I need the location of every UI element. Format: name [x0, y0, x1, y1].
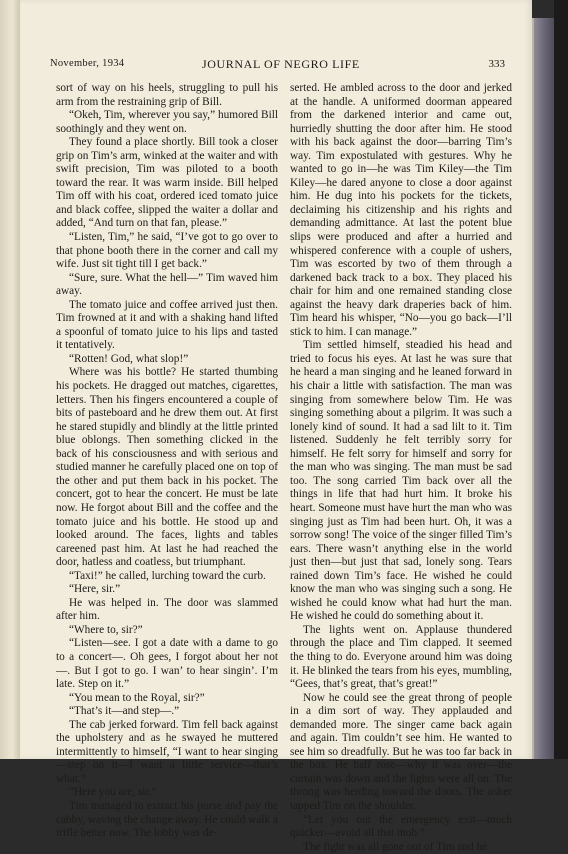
running-header — [50, 58, 505, 74]
paragraph: The fight was all gone out of Tim and he — [303, 840, 488, 853]
paragraph: “Here you are, sir.” — [69, 786, 157, 799]
book-spine-gutter — [0, 0, 20, 759]
paragraph: “Taxi!” he called, lurching toward the curb. — [69, 569, 266, 582]
paragraph: “Listen—see. I got a date with a dame to go to a concert—. Oh gees, I forgot about her not—. But I got to go. I wan’ to hear singin’. I’m late. Step on it.” — [56, 637, 278, 691]
paragraph: “Sure, sure. What the hell—” Tim waved him away. — [56, 271, 278, 298]
book-cover-edge — [532, 18, 556, 759]
paragraph: Tim settled himself, steadied his head and tried to focus his eyes. At last he was sure that he heard a man singing and he leaned forward in his chair a little with satisfaction. The man was singing from somewhere below Tim. He was singing something about a pilgrim. It was such a lonely kind of sound. It had a sad lilt to it. Tim listened. Suddenly he felt terribly sorry for himself. He felt sorry for himself and sorry for the man who was singing. The man must be sad too. The song carried Tim back over all the things in life that had hurt him. It broke his heart. Someone must have hurt the man who was singing just as Tim had been hurt. Oh, it was a sorrow song! The voice of the singer filled Tim’s ears. There wasn’t anything else in the world just then—but just that sad, lonely song. Tears rained down Tim’s face. He wished he could know the man who was singing such a song. He wished he could know what had hurt the man. He wished he could do something about it. — [290, 339, 512, 623]
journal-title: JOURNAL OF NEGRO LIFE — [202, 57, 360, 71]
paragraph: “You mean to the Royal, sir?” — [69, 691, 205, 704]
paragraph: The tomato juice and coffee arrived just then. Tim frowned at it and with a shaking hand lifted a spoonful of tomato juice to his lips and tasted it tentatively. — [56, 298, 278, 352]
issue-date: November, 1934 — [50, 58, 125, 69]
paragraph: “Here, sir.” — [69, 583, 121, 596]
paragraph: “Okeh, Tim, wherever you say,” humored Bill soothingly and they went on. — [56, 109, 278, 135]
paragraph: sort of way on his heels, struggling to pull his arm from the restraining grip of Bill. — [56, 82, 278, 108]
paragraph: “Let you out the emergency exit—much quicker—avoid all that mob.” — [290, 813, 512, 840]
paragraph: They found a place shortly. Bill took a closer grip on Tim’s arm, winked at the waiter and with swift precision, Tim was piloted to a booth toward the rear. It was warm inside. Bill helped Tim off with his coat, ordered iced tomato juice and black coffee, slipped the waiter a dollar and added, “And turn on that fan, please.” — [56, 136, 278, 230]
paragraph: The cab jerked forward. Tim fell back against the upholstery and as he swayed he muttered intermittently to himself, “I want to hear singing—step on it—I want a little service—that’s what.” — [56, 718, 278, 785]
paragraph: Where was his bottle? He started thumbing his pockets. He dragged out matches, cigarettes, letters. Then his fingers encountered a couple of bits of pasteboard and he drew them out. At first he stared stupidly and blindly at the little printed blue oblongs. Then something clicked in the back of his consciousness and with serious and studied manner he carefully placed one on top of the other and put them back in his pocket. The concert, got to hear the concert. He must be late now. He forgot about Bill and the coffee and the tomato juice and his bottle. He stood up and looked around. The faces, lights and tables careened past him. At last he had reached the door, hatless and coatless, but triumphant. — [56, 366, 278, 569]
right-text-column — [290, 82, 512, 854]
paragraph: “That’s it—and step—.” — [69, 705, 180, 718]
scan-background — [554, 0, 568, 759]
paragraph: “Where to, sir?” — [69, 623, 143, 636]
paragraph: serted. He ambled across to the door and jerked at the handle. A uniformed doorman appeared from the darkened interior and came out, hurriedly shutting the door after him. He stood with his back against the door—barring Tim’s way. Tim expostulated with gestures. Why he wanted to go in—he was Tim Kiley—the Tim Kiley—he dared anyone to close a door against him. He dug into his pockets for the tickets, declaiming his citizenship and his rights and demanding admittance. At last the potent blue slips were produced and after a hurried and whispered conference with a couple of ushers, Tim was escorted by two of them through a darkened back track to a box. They placed his chair for him and one remained standing close against the heavy dark draperies back of him. Tim heard his whisper, “No—you go back—I’ll stick to him. I can manage.” — [290, 82, 512, 338]
paragraph: Tim managed to extract his purse and pay the cabby, waving the change away. He could walk a trifle better now. The lobby was de- — [56, 799, 278, 840]
paragraph: Now he could see the great throng of people in a dim sort of way. They applauded and demanded more. The singer came back again and again. Tim couldn’t see him. He wanted to see him so dreadfully. But he was too far back in the box. He half rose—why it was over—the curtain was down and the lights were all on. The throng was herding toward the doors. The usher tapped Tim on the shoulder. — [290, 691, 512, 812]
paragraph: “Listen, Tim,” he said, “I’ve got to go over to that phone booth there in the corner and call my wife. Just sit tight till I get back.” — [56, 231, 278, 271]
paragraph: The lights went on. Applause thundered through the place and Tim clapped. It seemed the thing to do. Everyone around him was doing it. He blinked the tears from his eyes, mumbling, “Gees, that’s great, that’s great!” — [290, 623, 512, 691]
paragraph: He was helped in. The door was slammed after him. — [56, 596, 278, 623]
page-number: 333 — [488, 58, 505, 70]
paragraph: “Rotten! God, what slop!” — [69, 352, 189, 365]
left-text-column — [56, 82, 278, 841]
